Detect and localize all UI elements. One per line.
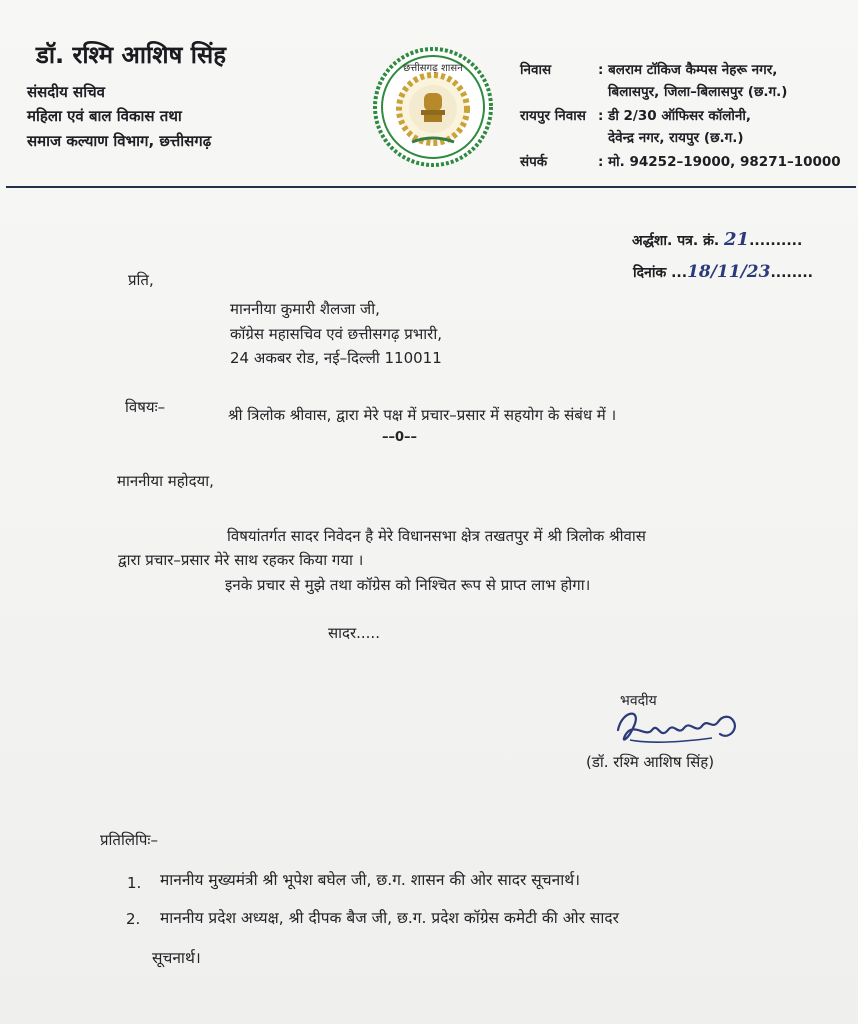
ref-number [632,229,802,250]
subject-label: विषयः– [125,398,166,416]
recipient-line-2: कॉग्रेस महासचिव एवं छत्तीसगढ़ प्रभारी, [230,325,442,343]
contact-label: संपर्क [520,154,548,170]
salutation: माननीया महोदया, [117,472,214,490]
seal-text: छत्तीसगढ़ शासन [403,63,463,74]
raipur-residence-label: रायपुर निवास [520,108,586,124]
government-seal [372,46,494,168]
subject-divider: ––0–– [382,430,418,445]
ref-number-handwritten: 21 [724,229,750,250]
letterhead-name: डॉ. रश्मि आशिष सिंह [36,41,226,69]
date-handwritten: 18/11/23 [687,262,771,282]
subject-text: श्री त्रिलोक श्रीवास, द्वारा मेरे पक्ष में प्रचार–प्रसार में सहयोग के संबंध में । [228,406,617,424]
paragraph-2: इनके प्रचार से मुझे तथा कॉग्रेस को निश्चित रूप से प्राप्त लाभ होगा। [225,576,591,594]
copy-item-text-1: माननीय मुख्यमंत्री श्री भूपेश बघेल जी, छ.ग. शासन की ओर सादर सूचनार्थ। [160,871,581,889]
yours-faithfully: भवदीय [620,693,657,709]
copy-item-text-2: माननीय प्रदेश अध्यक्ष, श्री दीपक बैज जी, छ.ग. प्रदेश कॉग्रेस कमेटी की ओर सादर [160,909,619,927]
raipur-residence-line-2: देवेन्द्र नगर, रायपुर (छ.ग.) [608,130,744,146]
recipient-line-3: 24 अकबर रोड, नई–दिल्ली 110011 [230,349,442,367]
residence-line-2: बिलासपुर, जिला–बिलासपुर (छ.ग.) [608,84,788,100]
date-dots: ........ [770,265,813,281]
copy-item-number-2: 2. [126,910,141,928]
paragraph-1-line-1: विषयांतर्गत सादर निवेदन है मेरे विधानसभा क्षेत्र तखतपुर में श्री त्रिलोक श्रीवास [227,527,646,545]
paragraph-1-line-2: द्वारा प्रचार–प्रसार मेरे साथ रहकर किया गया । [118,551,364,569]
copy-item-number-1: 1. [127,874,142,892]
designation-line-3: समाज कल्याण विभाग, छत्तीसगढ़ [27,132,212,150]
ref-dots: .......... [749,233,803,249]
contact-value: : मो. 94252–19000, 98271–10000 [598,154,841,170]
signature-icon [612,700,762,756]
designation-line-2: महिला एवं बाल विकास तथा [27,107,182,125]
handwritten-signature [612,700,762,756]
raipur-residence-line-1: : डी 2/30 ऑफिसर कॉलोनी, [598,108,752,124]
date-label: दिनांक [633,265,667,281]
copy-item-text-2-continued: सूचनार्थ। [152,949,201,967]
copy-label: प्रतिलिपिः– [100,831,158,849]
designation-line-1: संसदीय सचिव [27,83,105,101]
letterhead-divider [6,186,856,188]
signatory-name: (डॉ. रश्मि आशिष सिंह) [586,753,715,771]
to-label: प्रति, [128,271,154,289]
closing: सादर..... [328,624,380,642]
letter-date: दिनांक ...18/11/23........ [633,262,813,282]
ref-label: अर्द्धशा. पत्र. क्रं. [632,233,720,249]
seal-emblem-icon [372,46,494,168]
residence-line-1: : बलराम टॉकिज कैम्पस नेहरू नगर, [598,62,778,78]
recipient-line-1: माननीया कुमारी शैलजा जी, [230,300,380,318]
residence-label: निवास [520,62,552,78]
